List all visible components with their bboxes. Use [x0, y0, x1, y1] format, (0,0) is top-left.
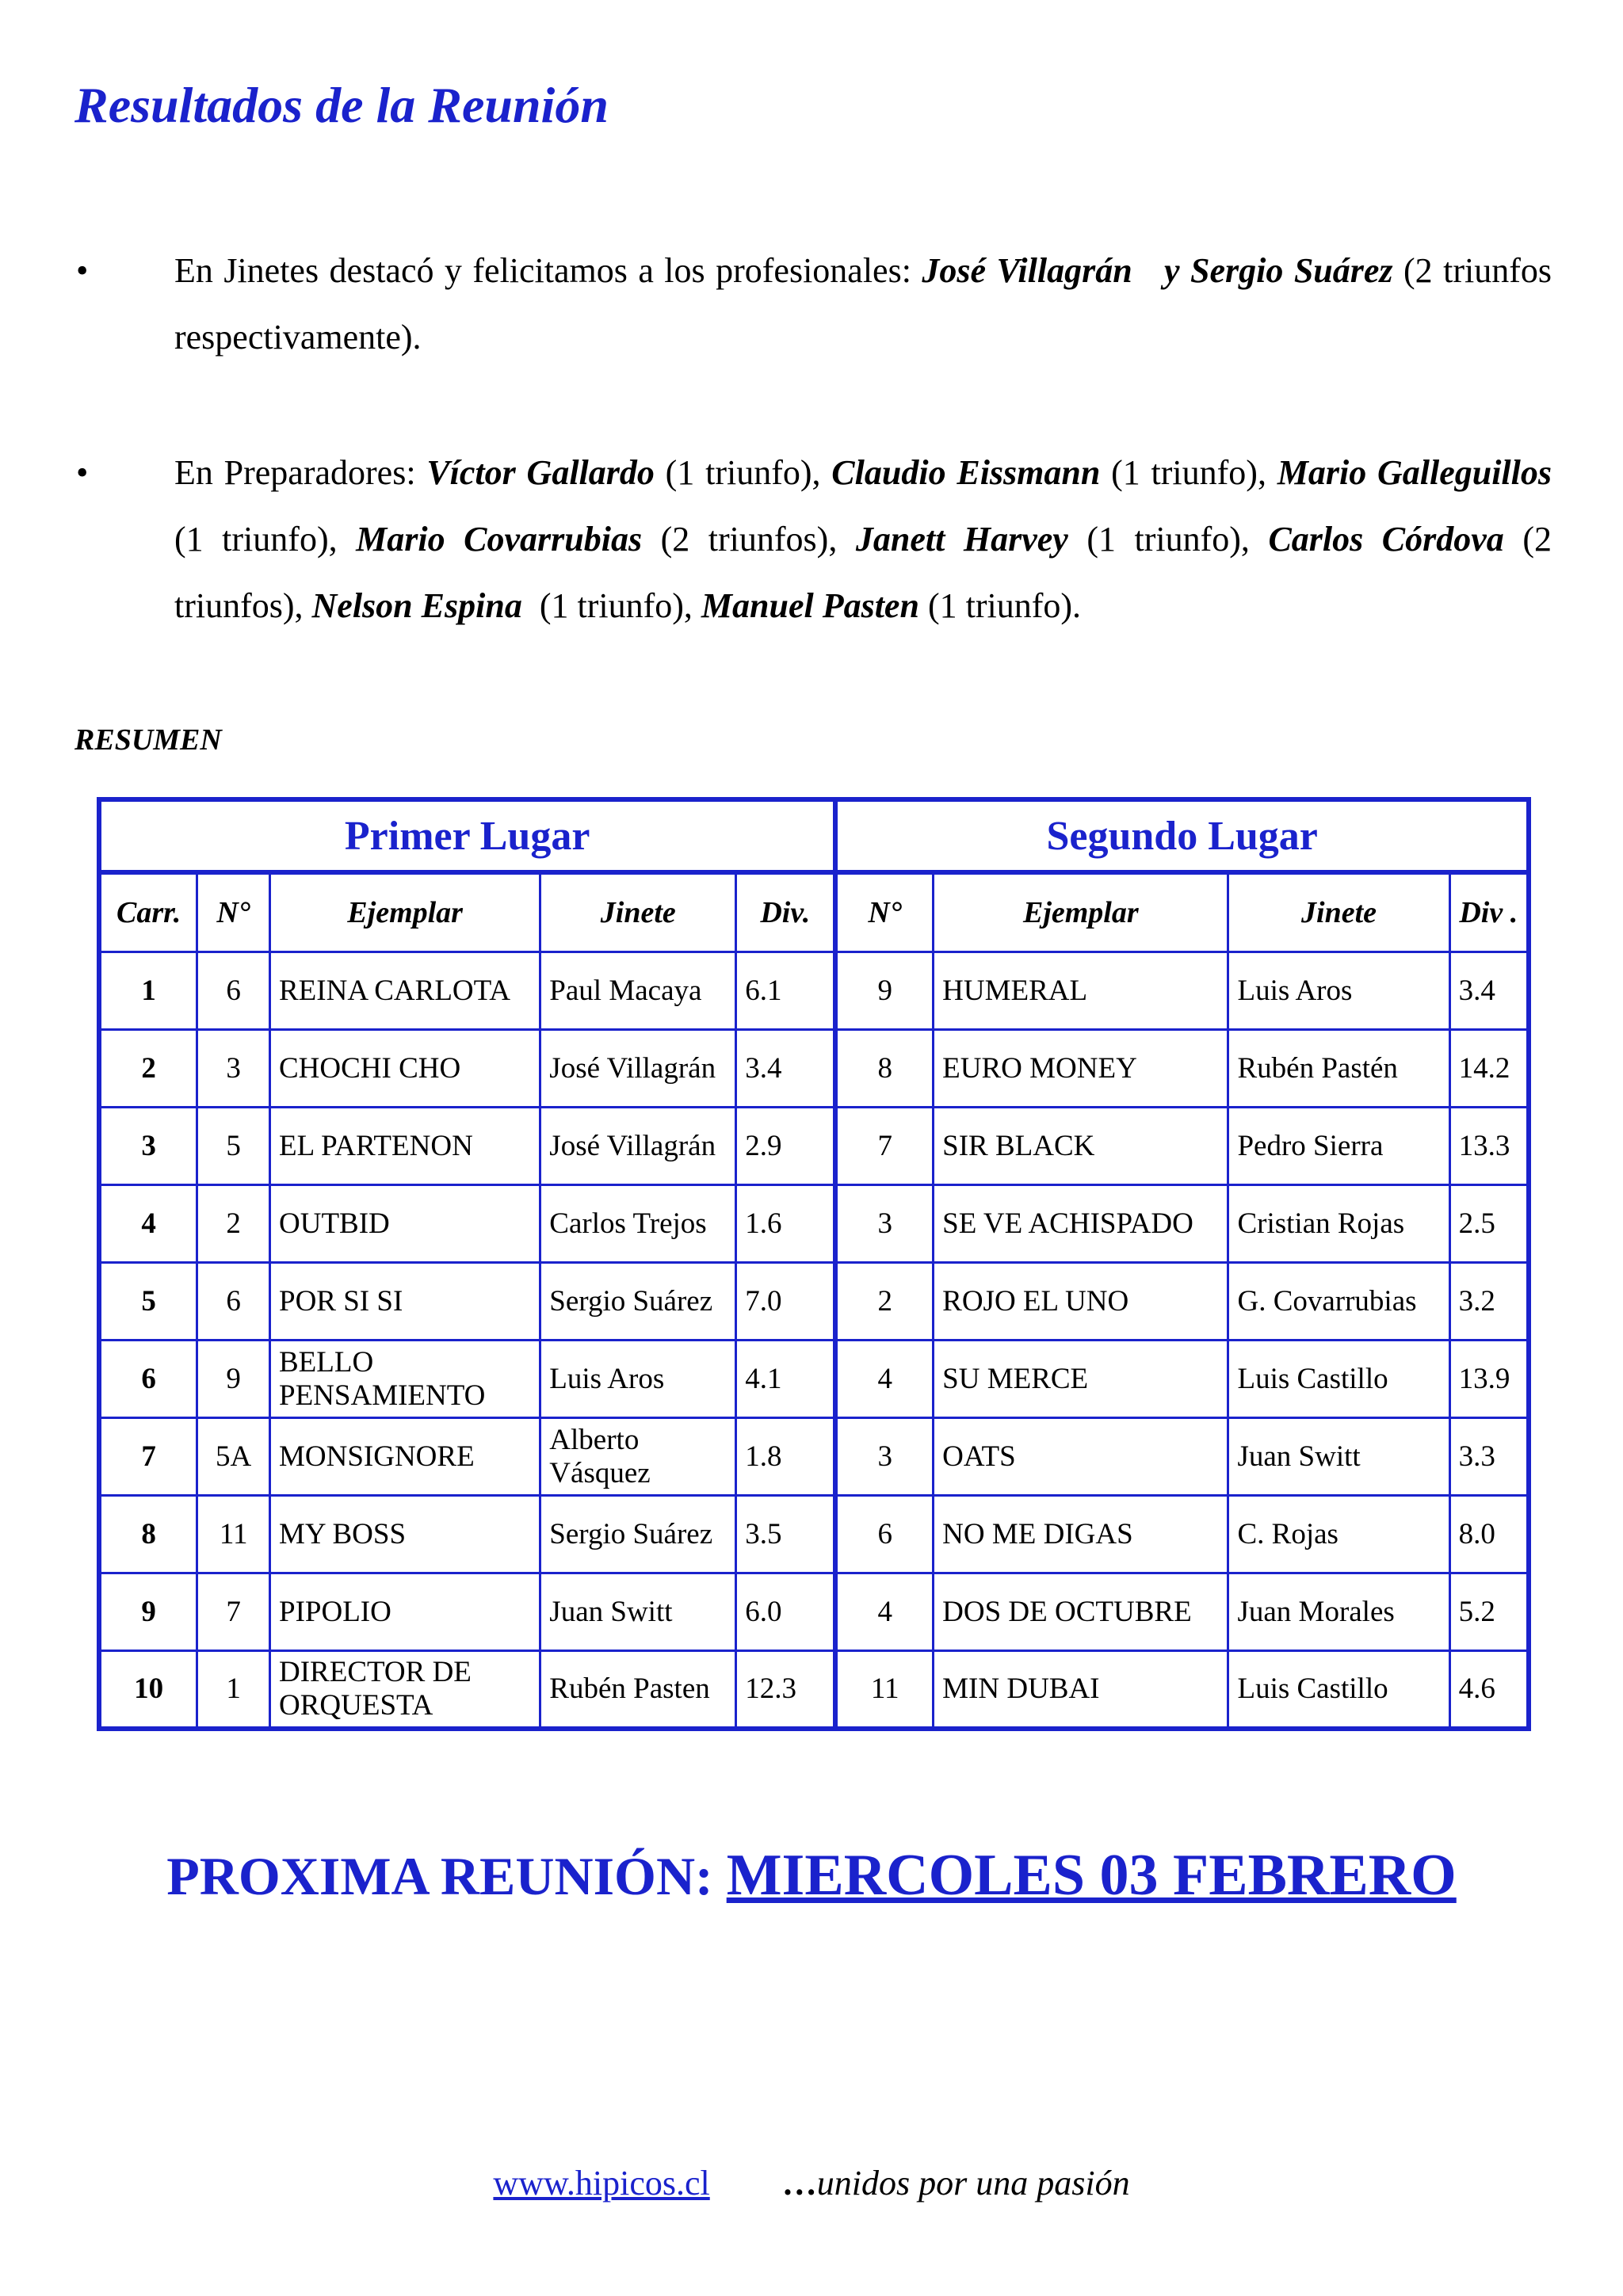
second-dividend: 4.6 [1449, 1651, 1529, 1729]
race-number: 4 [99, 1185, 197, 1263]
first-horse: MONSIGNORE [270, 1418, 540, 1496]
page-title: Resultados de la Reunión [74, 77, 609, 133]
first-jockey: Sergio Suárez [540, 1496, 736, 1573]
second-number: 4 [835, 1341, 933, 1418]
first-number: 11 [197, 1496, 270, 1573]
col-header-num: N° [835, 872, 933, 952]
second-jockey: Pedro Sierra [1228, 1108, 1449, 1185]
section-label-resumen: RESUMEN [74, 723, 222, 757]
footer [0, 2163, 1623, 2203]
col-header-carr: Carr. [99, 872, 197, 952]
jinete-name: Sergio Suárez [1190, 251, 1393, 290]
first-dividend: 4.1 [736, 1341, 836, 1418]
col-header-div: Div. [736, 872, 836, 952]
slogan-ellipsis: … [781, 2164, 817, 2203]
second-jockey: G. Covarrubias [1228, 1263, 1449, 1341]
first-number: 9 [197, 1341, 270, 1418]
second-number: 8 [835, 1030, 933, 1108]
second-dividend: 13.3 [1449, 1108, 1529, 1185]
second-dividend: 2.5 [1449, 1185, 1529, 1263]
second-number: 4 [835, 1573, 933, 1651]
first-number: 5A [197, 1418, 270, 1496]
second-jockey: Juan Morales [1228, 1573, 1449, 1651]
preparador-wins: (1 triunfo), [1100, 453, 1277, 492]
preparador-wins: (2 triunfos), [174, 520, 1560, 625]
first-jockey: Sergio Suárez [540, 1263, 736, 1341]
race-number: 6 [99, 1341, 197, 1418]
first-dividend: 6.0 [736, 1573, 836, 1651]
preparador-wins: (1 triunfo), [1067, 520, 1269, 559]
first-jockey: Rubén Pasten [540, 1651, 736, 1729]
first-dividend: 1.8 [736, 1418, 836, 1496]
col-header-ejemplar: Ejemplar [934, 872, 1228, 952]
preparador-name: Víctor Gallardo [426, 453, 655, 492]
jinete-name: José Villagrán [922, 251, 1132, 290]
first-horse: PIPOLIO [270, 1573, 540, 1651]
table-row [99, 1341, 1529, 1418]
second-dividend: 8.0 [1449, 1496, 1529, 1573]
bullet-preparadores-text [174, 440, 1560, 639]
first-dividend: 3.4 [736, 1030, 836, 1108]
preparador-name: Mario Covarrubias [356, 520, 643, 559]
race-number: 1 [99, 952, 197, 1030]
race-number: 10 [99, 1651, 197, 1729]
second-jockey: Luis Aros [1228, 952, 1449, 1030]
preparador-wins: (1 triunfo). [918, 586, 1081, 625]
first-number: 5 [197, 1108, 270, 1185]
second-number: 3 [835, 1185, 933, 1263]
table-row [99, 952, 1529, 1030]
table-row [99, 1108, 1529, 1185]
bullet-jinetes-text [174, 238, 1552, 371]
first-jockey: José Villagrán [540, 1030, 736, 1108]
second-dividend: 3.2 [1449, 1263, 1529, 1341]
second-horse: DOS DE OCTUBRE [934, 1573, 1228, 1651]
next-meeting [0, 1842, 1623, 1909]
col-header-jinete: Jinete [1228, 872, 1449, 952]
preparador-name: Janett Harvey [855, 520, 1068, 559]
second-horse: OATS [934, 1418, 1228, 1496]
second-dividend: 3.3 [1449, 1418, 1529, 1496]
first-dividend: 2.9 [736, 1108, 836, 1185]
table-row [99, 1651, 1529, 1729]
preparador-name: Mario Galleguillos [1277, 453, 1552, 492]
first-horse: BELLO PENSAMIENTO [270, 1341, 540, 1418]
first-dividend: 6.1 [736, 952, 836, 1030]
table-row [99, 1573, 1529, 1651]
first-dividend: 7.0 [736, 1263, 836, 1341]
first-jockey: Alberto Vásquez [540, 1418, 736, 1496]
first-horse: POR SI SI [270, 1263, 540, 1341]
first-horse: OUTBID [270, 1185, 540, 1263]
first-horse: EL PARTENON [270, 1108, 540, 1185]
race-number: 7 [99, 1418, 197, 1496]
second-horse: SIR BLACK [934, 1108, 1228, 1185]
jinetes-outro: (2 triunfos respectivamente). [174, 251, 1552, 357]
second-number: 9 [835, 952, 933, 1030]
slogan-text: unidos por una pasión [816, 2164, 1130, 2203]
second-dividend: 5.2 [1449, 1573, 1529, 1651]
second-horse: EURO MONEY [934, 1030, 1228, 1108]
second-jockey: Cristian Rojas [1228, 1185, 1449, 1263]
second-dividend: 13.9 [1449, 1341, 1529, 1418]
website-link[interactable]: www.hipicos.cl [493, 2164, 710, 2203]
race-number: 3 [99, 1108, 197, 1185]
first-number: 6 [197, 952, 270, 1030]
first-horse: MY BOSS [270, 1496, 540, 1573]
second-jockey: C. Rojas [1228, 1496, 1449, 1573]
bullet-dot: • [76, 251, 89, 290]
jinetes-intro: En Jinetes destacó y felicitamos a los profesionales: [174, 251, 922, 290]
slogan [782, 2164, 1130, 2203]
first-jockey: Juan Switt [540, 1573, 736, 1651]
second-number: 2 [835, 1263, 933, 1341]
table-row [99, 1030, 1529, 1108]
group-header-segundo-lugar: Segundo Lugar [835, 799, 1529, 872]
second-dividend: 14.2 [1449, 1030, 1529, 1108]
col-header-ejemplar: Ejemplar [270, 872, 540, 952]
first-dividend: 1.6 [736, 1185, 836, 1263]
group-header-primer-lugar: Primer Lugar [99, 799, 835, 872]
column-header-row [99, 872, 1529, 952]
preparador-name: Nelson Espina [311, 586, 522, 625]
second-jockey: Luis Castillo [1228, 1341, 1449, 1418]
first-number: 2 [197, 1185, 270, 1263]
first-number: 6 [197, 1263, 270, 1341]
first-jockey: Luis Aros [540, 1341, 736, 1418]
col-header-div: Div . [1449, 872, 1529, 952]
preparador-name: Carlos Córdova [1268, 520, 1504, 559]
next-meeting-date: MIERCOLES 03 FEBRERO [726, 1843, 1457, 1908]
table-row [99, 1185, 1529, 1263]
col-header-num: N° [197, 872, 270, 952]
bullet-dot: • [76, 453, 89, 492]
preparador-wins: (1 triunfo), [174, 453, 1560, 559]
results-table [97, 797, 1531, 1731]
next-meeting-label: PROXIMA REUNIÓN: [166, 1846, 727, 1906]
second-horse: SU MERCE [934, 1341, 1228, 1418]
table-row [99, 1496, 1529, 1573]
preparador-name: Claudio Eissmann [831, 453, 1101, 492]
second-jockey: Rubén Pastén [1228, 1030, 1449, 1108]
second-horse: ROJO EL UNO [934, 1263, 1228, 1341]
first-dividend: 12.3 [736, 1651, 836, 1729]
second-horse: HUMERAL [934, 952, 1228, 1030]
bullet-preparadores [76, 440, 1560, 639]
first-number: 1 [197, 1651, 270, 1729]
race-number: 9 [99, 1573, 197, 1651]
preparador-name: Manuel Pasten [701, 586, 919, 625]
race-number: 2 [99, 1030, 197, 1108]
table-row [99, 1263, 1529, 1341]
preparador-wins: (1 triunfo), [521, 586, 701, 625]
first-horse: CHOCHI CHO [270, 1030, 540, 1108]
first-jockey: José Villagrán [540, 1108, 736, 1185]
preparador-wins: (1 triunfo), [654, 453, 832, 492]
first-dividend: 3.5 [736, 1496, 836, 1573]
preparadores-intro: En Preparadores: [174, 453, 427, 492]
first-horse: DIRECTOR DE ORQUESTA [270, 1651, 540, 1729]
second-jockey: Luis Castillo [1228, 1651, 1449, 1729]
second-dividend: 3.4 [1449, 952, 1529, 1030]
second-number: 11 [835, 1651, 933, 1729]
first-jockey: Carlos Trejos [540, 1185, 736, 1263]
first-number: 7 [197, 1573, 270, 1651]
bullet-jinetes [76, 238, 1552, 371]
second-horse: SE VE ACHISPADO [934, 1185, 1228, 1263]
jinetes-connector: y [1132, 251, 1191, 290]
group-header-row [99, 799, 1529, 872]
second-number: 3 [835, 1418, 933, 1496]
first-horse: REINA CARLOTA [270, 952, 540, 1030]
col-header-jinete: Jinete [540, 872, 736, 952]
first-number: 3 [197, 1030, 270, 1108]
race-number: 8 [99, 1496, 197, 1573]
second-number: 7 [835, 1108, 933, 1185]
table-row [99, 1418, 1529, 1496]
preparador-wins: (2 triunfos), [642, 520, 856, 559]
second-horse: NO ME DIGAS [934, 1496, 1228, 1573]
second-jockey: Juan Switt [1228, 1418, 1449, 1496]
second-number: 6 [835, 1496, 933, 1573]
race-number: 5 [99, 1263, 197, 1341]
first-jockey: Paul Macaya [540, 952, 736, 1030]
second-horse: MIN DUBAI [934, 1651, 1228, 1729]
